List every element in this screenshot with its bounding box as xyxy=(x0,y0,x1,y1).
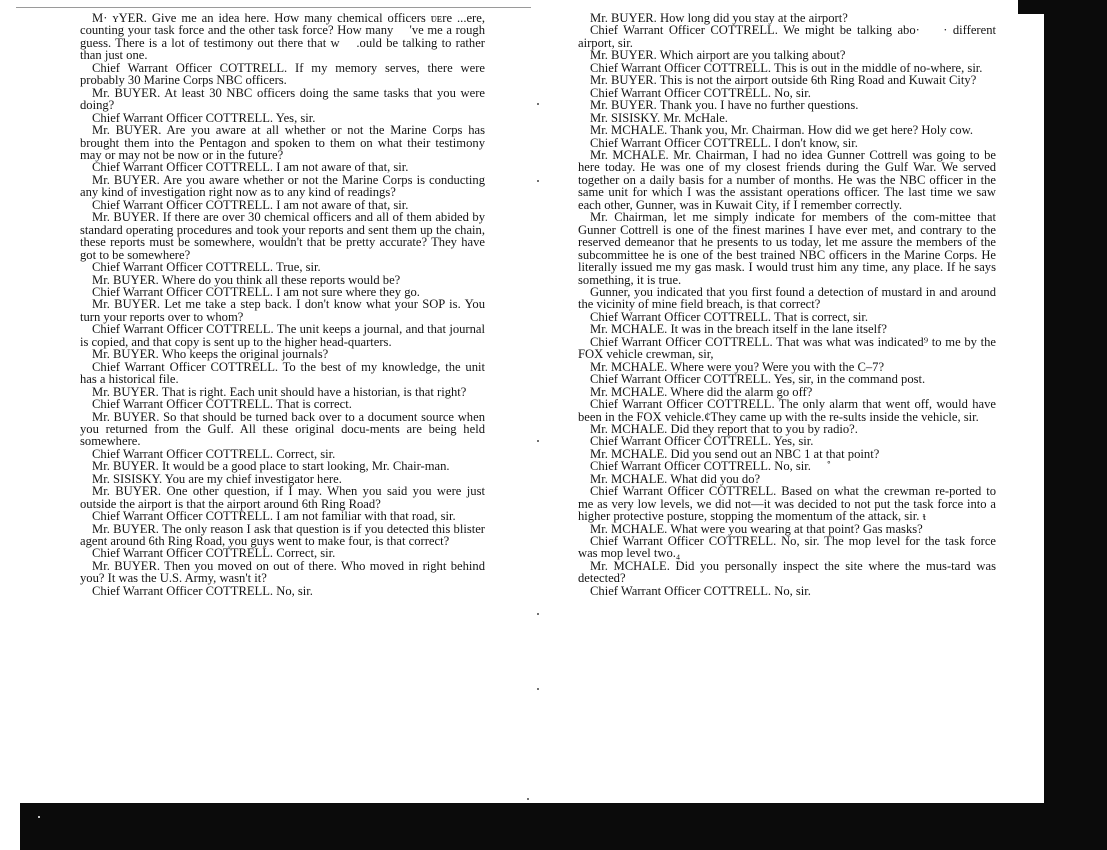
transcript-paragraph: Mr. BUYER. If there are over 30 chemical officers and all of them abided by standard operating procedures and took your reports and sent them up the chain, these reports must be somewhere, wouldn't that be pretty accurate? They have got to be somewhere? xyxy=(80,210,485,262)
scan-speck xyxy=(537,103,539,105)
transcript-paragraph: Mr. BUYER. Who keeps the original journals? xyxy=(92,347,329,362)
transcript-paragraph: Chief Warrant Officer COTTRELL. I don't know, sir. xyxy=(590,135,858,150)
transcript-paragraph: Mr. BUYER. Then you moved on out of there. Who moved in right behind you? It was the U.S. Army, wasn't it? xyxy=(80,558,485,586)
transcript-paragraph: Mr. MCHALE. Where were you? Were you with the C–7? xyxy=(590,359,885,374)
transcript-paragraph: Chief Warrant Officer COTTRELL. I am not familiar with that road, sir. xyxy=(92,509,456,524)
transcript-paragraph: Chief Warrant Officer COTTRELL. Correct, sir. xyxy=(92,446,336,461)
transcript-paragraph: Mr. MCHALE. Thank you, Mr. Chairman. How did we get here? Holy cow. xyxy=(590,123,973,138)
transcript-paragraph: Mr. BUYER. That is right. Each unit should have a historian, is that right? xyxy=(92,384,467,399)
transcript-paragraph: Mr. MCHALE. Did you send out an NBC 1 at that point? xyxy=(590,446,880,461)
transcript-paragraph: Chief Warrant Officer COTTRELL. Yes, sir. xyxy=(590,434,814,449)
transcript-paragraph: Chief Warrant Officer COTTRELL. I am not sure where they go. xyxy=(92,284,420,299)
left-column xyxy=(80,12,485,597)
transcript-paragraph: Chief Warrant Officer COTTRELL. Yes, sir, in the command post. xyxy=(590,372,926,387)
transcript-paragraph: Chief Warrant Officer COTTRELL. To the best of my knowledge, the unit has a historical file. xyxy=(80,359,485,387)
transcript-paragraph: Chief Warrant Officer COTTRELL. True, sir. xyxy=(92,260,321,275)
scan-speck xyxy=(537,688,539,690)
transcript-paragraph: Chief Warrant Officer COTTRELL. Correct, sir. xyxy=(92,546,336,561)
right-column xyxy=(578,12,996,597)
transcript-paragraph: Mr. BUYER. Thank you. I have no further questions. xyxy=(590,98,859,113)
transcript-paragraph: Chief Warrant Officer COTTRELL. This is out in the middle of no-where, sir. xyxy=(590,60,983,75)
transcript-paragraph: Mr. SISISKY. You are my chief investigator here. xyxy=(92,471,342,486)
transcript-paragraph: Mr. BUYER. Which airport are you talking about? xyxy=(590,48,846,63)
transcript-paragraph: Mr. BUYER. Are you aware whether or not the Marine Corps is conducting any kind of investigation right now as to any kind of readings? xyxy=(80,172,485,200)
transcript-paragraph: Mr. SISISKY. Mr. McHale. xyxy=(590,110,728,125)
scan-speck xyxy=(537,180,539,182)
transcript-paragraph: Chief Warrant Officer COTTRELL. No, sir. xyxy=(590,583,811,598)
transcript-paragraph: Chief Warrant Officer COTTRELL. The only alarm that went off, would have been in the FOX vehicle.¢They came up with the re-sults inside the vehicle, sir. xyxy=(578,397,996,424)
transcript-paragraph: Chief Warrant Officer COTTRELL. That is correct. xyxy=(92,397,352,412)
transcript-paragraph: Mr. BUYER. How long did you stay at the airport? xyxy=(590,11,848,25)
transcript-paragraph: Mr. Chairman, let me simply indicate for members of the com-mittee that Gunner Cottrell is one of the finest marines I have ever met, and contrary to the reserved demeanor that he presents to us today, let me assure the members of the subcommittee he is one of the best trained NBC officers in the Marine Corps. He literally issued me my gas mask. I would trust him any time, any place. If he says something, it is true. xyxy=(578,210,996,287)
transcript-paragraph: Chief Warrant Officer COTTRELL. The unit keeps a journal, and that journal is copied, and that copy is sent up to the higher head-quarters. xyxy=(80,322,485,349)
transcript-paragraph: Mr. MCHALE. Where did the alarm go off? xyxy=(590,384,813,399)
transcript-paragraph: Chief Warrant Officer COTTRELL. Yes, sir. xyxy=(92,110,316,125)
transcript-paragraph: Chief Warrant Officer COTTRELL. We might be talking abo· · different airport, sir. xyxy=(578,23,996,50)
transcript-paragraph: Chief Warrant Officer COTTRELL. That is correct, sir. xyxy=(590,309,869,324)
transcript-paragraph: Chief Warrant Officer COTTRELL. Based on what the crewman re-ported to me as very low levels, we did not—it was decided to not put the task force into a higher protective posture, stopping the momentum of the attack, sir. ᵼ xyxy=(578,484,996,524)
transcript-paragraph: Mr. BUYER. Let me take a step back. I don't know what your SOP is. You turn your reports over to whom? xyxy=(80,297,485,324)
scan-border-right xyxy=(1044,0,1107,850)
scan-border-bottom xyxy=(20,803,1107,850)
transcript-paragraph: Mr. BUYER. At least 30 NBC officers doing the same tasks that you were doing? xyxy=(80,85,485,113)
transcript-paragraph: M· ʏYER. Give me an idea here. Hσᴡ many chemical officers ʋᴇre ...ere, counting your task force and the other task force? How many 've me a rough guess. There is a lot of testimony out there that ᴡ .ould be talking to rather than just one. xyxy=(80,11,485,63)
transcript-paragraph: Chief Warrant Officer COTTRELL. No, sir. xyxy=(92,583,313,598)
transcript-paragraph: Mr. MCHALE. Did they report that to you by radio?. xyxy=(590,421,858,436)
transcript-paragraph: Mr. MCHALE. What did you do? xyxy=(590,471,761,486)
transcript-paragraph: Chief Warrant Officer COTTRELL. No, sir. xyxy=(590,85,811,100)
transcript-paragraph: Mr. BUYER. Where do you think all these reports would be? xyxy=(92,272,401,287)
transcript-paragraph: Gunner, you indicated that you first found a detection of mustard in and around the vicinity of mine field breach, is that correct? xyxy=(578,284,996,312)
scan-speck xyxy=(537,440,539,442)
transcript-paragraph: Mr. BUYER. So that should be turned back over to a document source when you returned from the Gulf. All these original docu-ments are being held somewhere. xyxy=(80,409,485,449)
transcript-paragraph: Mr. BUYER. It would be a good place to start looking, Mr. Chair-man. xyxy=(92,459,450,474)
transcript-paragraph: Chief Warrant Officer COTTRELL. If my memory serves, there were probably 30 Marine Corps NBC officers. xyxy=(80,60,485,88)
transcript-paragraph: Mr. MCHALE. It was in the breach itself in the lane itself? xyxy=(590,322,887,337)
transcript-paragraph: Chief Warrant Officer COTTRELL. That was what was indicated⁹ to me by the FOX vehicle crewman, sir, xyxy=(578,334,996,362)
transcript-paragraph: Mr. MCHALE. What were you wearing at that point? Gas masks? xyxy=(590,521,923,536)
transcript-paragraph: Chief Warrant Officer COTTRELL. No, sir. The mop level for the task force was mop level two.₄ xyxy=(578,534,996,561)
transcript-paragraph: Chief Warrant Officer COTTRELL. I am not aware of that, sir. xyxy=(92,160,409,175)
transcript-paragraph: Chief Warrant Officer COTTRELL. No, sir. ˚ xyxy=(590,459,831,474)
transcript-paragraph: Mr. BUYER. The only reason I ask that question is if you detected this blister agent around 6th Ring Road, you guys went to make four, is that correct? xyxy=(80,521,485,549)
transcript-paragraph: Mr. BUYER. This is not the airport outside 6th Ring Road and Kuwait City? xyxy=(590,73,977,88)
transcript-paragraph: Mr. MCHALE. Did you personally inspect the site where the mus-tard was detected? xyxy=(578,558,996,586)
top-rule xyxy=(16,7,531,8)
scan-speck xyxy=(527,798,529,800)
transcript-paragraph: Chief Warrant Officer COTTRELL. I am not aware of that, sir. xyxy=(92,197,409,212)
scan-speck xyxy=(537,613,539,615)
transcript-paragraph: Mr. BUYER. Are you aware at all whether or not the Marine Corps has brought them into the Pentagon and spoken to them on what their testimony may or may not be now or in the future? xyxy=(80,123,485,162)
scan-speck xyxy=(38,816,40,818)
transcript-paragraph: Mr. MCHALE. Mr. Chairman, I had no idea Gunner Cottrell was going to be here today. He was one of my closest friends during the Gulf War. We served together on a daily basis for a number of months. He was the NBC officer in the same unit for which I was the assistant operations officer. The last time we saw each other, Gunner, was in Kuwait City, if I remember correctly. xyxy=(578,147,996,212)
transcript-paragraph: Mr. BUYER. One other question, if I may. When you said you were just outside the airport is that the airport around 6th Ring Road? xyxy=(80,484,485,511)
